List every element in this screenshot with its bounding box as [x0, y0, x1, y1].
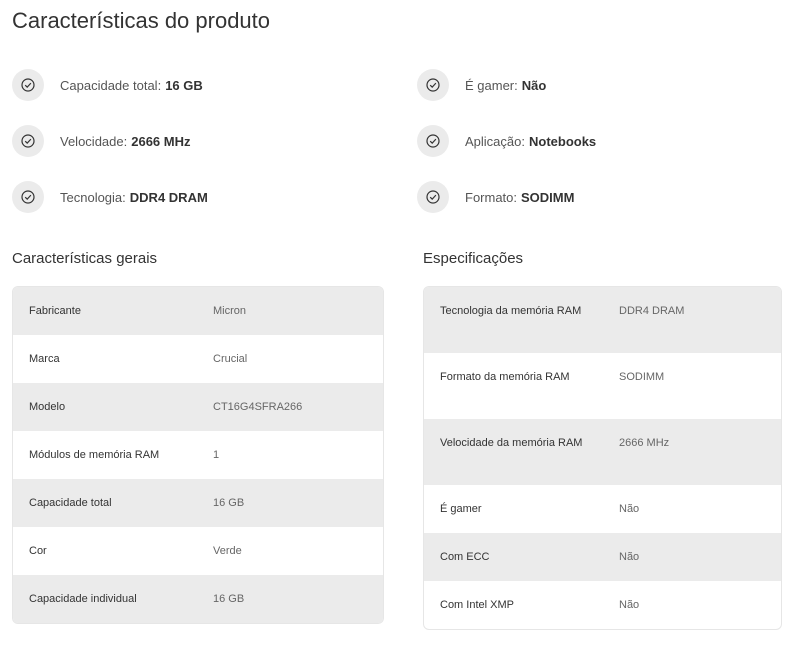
highlight-value: DDR4 DRAM [129, 189, 208, 205]
highlight-item [417, 124, 777, 158]
table-row [13, 575, 383, 623]
page-title: Características do produto [12, 8, 271, 33]
row-key: Marca [29, 353, 60, 365]
row-value: DDR4 DRAM [619, 305, 685, 317]
highlight-value: Não [521, 77, 547, 93]
row-value: Não [619, 503, 640, 515]
highlight-label: Formato: [465, 189, 518, 205]
row-value: 16 GB [213, 497, 245, 509]
row-value: Verde [213, 545, 242, 557]
check-circle-icon [417, 181, 449, 213]
highlight-value: Notebooks [528, 133, 597, 149]
highlight-text [465, 190, 574, 205]
check-circle-icon [12, 181, 44, 213]
highlight-label: É gamer: [465, 77, 518, 93]
highlight-label: Velocidade: [60, 133, 128, 149]
table-row [424, 533, 781, 581]
row-key: Capacidade individual [29, 593, 137, 605]
general-specs-table [12, 286, 384, 624]
table-row [424, 287, 781, 353]
highlight-text [465, 134, 596, 149]
row-key: É gamer [440, 503, 482, 515]
row-key: Tecnologia da memória RAM [440, 305, 582, 317]
row-key: Modelo [29, 401, 66, 413]
row-key: Com ECC [440, 551, 490, 563]
table-row [13, 479, 383, 527]
table-row [13, 335, 383, 383]
table-row [13, 287, 383, 335]
row-value: 1 [213, 449, 220, 461]
row-value: 2666 MHz [619, 437, 670, 449]
general-section-title: Características gerais [12, 250, 158, 267]
row-value: Não [619, 599, 640, 611]
specs-section-title: Especificações [423, 250, 524, 267]
highlight-text [465, 78, 546, 93]
table-row [424, 581, 781, 629]
highlight-label: Capacidade total: [60, 77, 162, 93]
table-row [424, 353, 781, 419]
table-row [424, 485, 781, 533]
highlight-item [12, 180, 372, 214]
row-key: Formato da memória RAM [440, 371, 570, 383]
highlight-label: Aplicação: [465, 133, 525, 149]
highlight-item [12, 68, 372, 102]
highlight-value: SODIMM [521, 189, 575, 205]
row-value: Crucial [213, 353, 248, 365]
highlight-text [60, 134, 190, 149]
row-key: Módulos de memória RAM [29, 449, 160, 461]
row-key: Capacidade total [29, 497, 112, 509]
check-circle-icon [417, 125, 449, 157]
table-row [13, 527, 383, 575]
highlight-item [12, 124, 372, 158]
table-row [13, 431, 383, 479]
row-key: Fabricante [29, 305, 81, 317]
check-circle-icon [12, 125, 44, 157]
specs-table [423, 286, 782, 630]
highlight-item [417, 180, 777, 214]
row-key: Cor [29, 545, 47, 557]
highlight-item [417, 68, 777, 102]
row-value: Micron [213, 305, 247, 317]
row-value: CT16G4SFRA266 [213, 401, 303, 413]
highlight-text [60, 78, 203, 93]
row-key: Com Intel XMP [440, 599, 514, 611]
row-value: 16 GB [213, 593, 245, 605]
row-value: SODIMM [619, 371, 665, 383]
table-row [13, 383, 383, 431]
highlight-text [60, 190, 208, 205]
highlight-value: 16 GB [165, 77, 203, 93]
highlight-label: Tecnologia: [60, 189, 126, 205]
highlight-value: 2666 MHz [131, 133, 191, 149]
row-value: Não [619, 551, 640, 563]
table-row [424, 419, 781, 485]
row-key: Velocidade da memória RAM [440, 437, 583, 449]
check-circle-icon [417, 69, 449, 101]
check-circle-icon [12, 69, 44, 101]
